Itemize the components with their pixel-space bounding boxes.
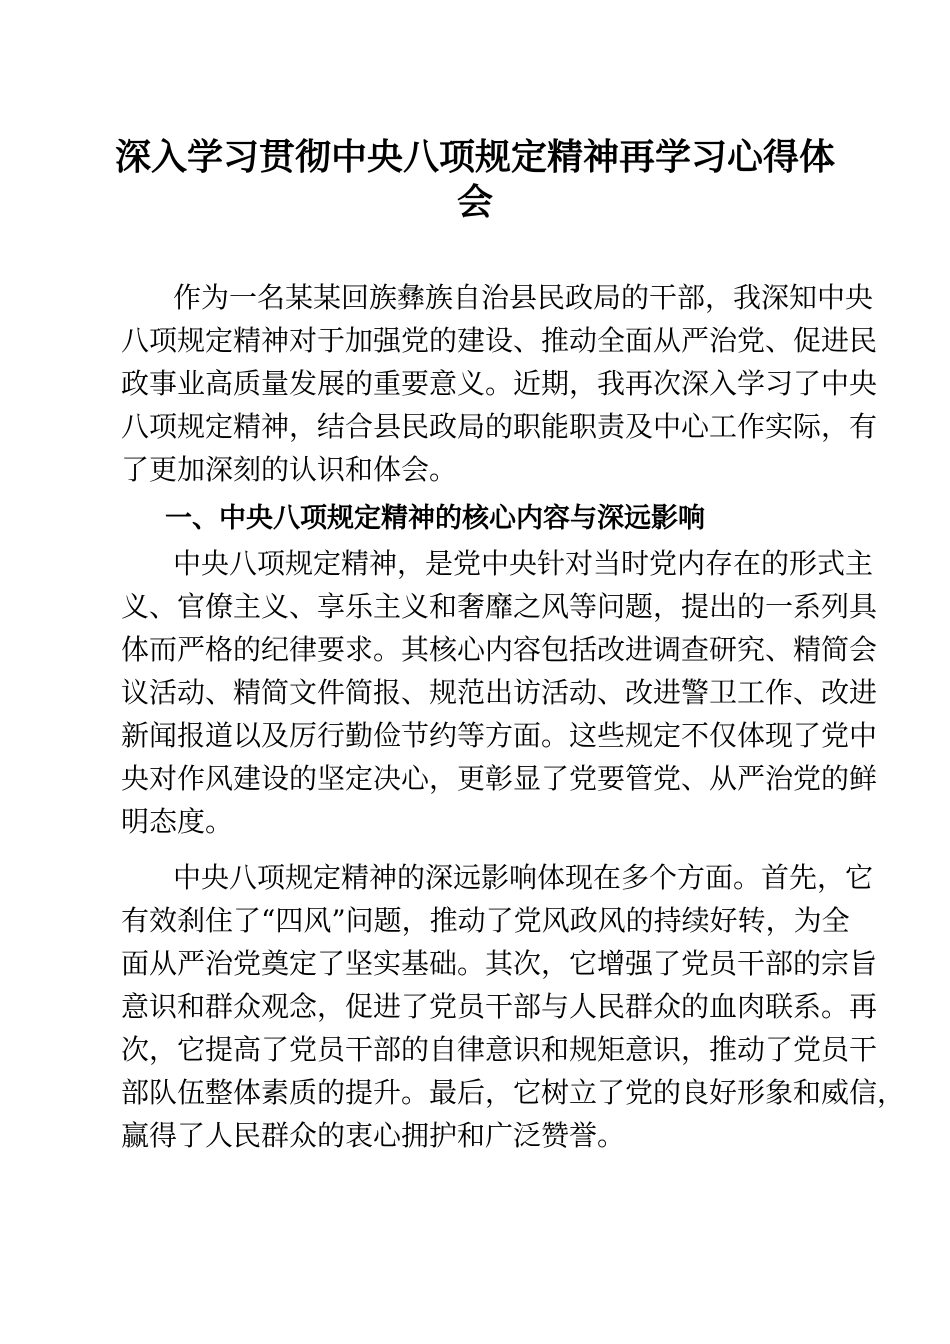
paragraph-line: 了更加深刻的认识和体会。 xyxy=(121,453,458,486)
paragraph-line: 八项规定精神，结合县民政局的职能职责及中心工作实际，有 xyxy=(121,410,878,443)
document-title xyxy=(110,135,840,225)
title-line: 会 xyxy=(456,182,493,223)
section-heading-1: 一、中央八项规定精神的核心内容与深远影响 xyxy=(165,503,705,534)
paragraph-line: 意识和群众观念，促进了党员干部与人民群众的血肉联系。再 xyxy=(121,990,878,1023)
paragraph-line: 新闻报道以及厉行勤俭节约等方面。这些规定不仅体现了党中 xyxy=(121,719,878,752)
paragraph-line: 次，它提高了党员干部的自律意识和规矩意识，推动了党员干 xyxy=(121,1033,878,1066)
paragraph-line: 中央八项规定精神的深远影响体现在多个方面。首先，它 xyxy=(173,861,874,894)
paragraph-core-content xyxy=(121,542,878,843)
paragraph-intro xyxy=(121,276,878,491)
paragraph-line: 体而严格的纪律要求。其核心内容包括改进调查研究、精简会 xyxy=(121,633,878,666)
paragraph-line: 义、官僚主义、享乐主义和奢靡之风等问题，提出的一系列具 xyxy=(121,590,878,623)
paragraph-line: 中央八项规定精神，是党中央针对当时党内存在的形式主 xyxy=(173,547,874,580)
title-line: 深入学习贯彻中央八项规定精神再学习心得体 xyxy=(114,137,835,178)
paragraph-line: 部队伍整体素质的提升。最后，它树立了党的良好形象和威信， xyxy=(121,1076,906,1109)
paragraph-line: 面从严治党奠定了坚实基础。其次，它增强了党员干部的宗旨 xyxy=(121,947,878,980)
paragraph-line: 赢得了人民群众的衷心拥护和广泛赞誉。 xyxy=(121,1119,626,1152)
paragraph-line: 明态度。 xyxy=(121,805,234,838)
paragraph-line: 央对作风建设的坚定决心，更彰显了党要管党、从严治党的鲜 xyxy=(121,762,878,795)
paragraph-line: 有效刹住了“四风”问题，推动了党风政风的持续好转，为全 xyxy=(121,904,850,937)
paragraph-line: 作为一名某某回族彝族自治县民政局的干部，我深知中央 xyxy=(173,281,874,314)
paragraph-line: 议活动、精简文件简报、规范出访活动、改进警卫工作、改进 xyxy=(121,676,878,709)
paragraph-line: 八项规定精神对于加强党的建设、推动全面从严治党、促进民 xyxy=(121,324,878,357)
paragraph-impact xyxy=(121,856,906,1157)
paragraph-line: 政事业高质量发展的重要意义。近期，我再次深入学习了中央 xyxy=(121,367,878,400)
